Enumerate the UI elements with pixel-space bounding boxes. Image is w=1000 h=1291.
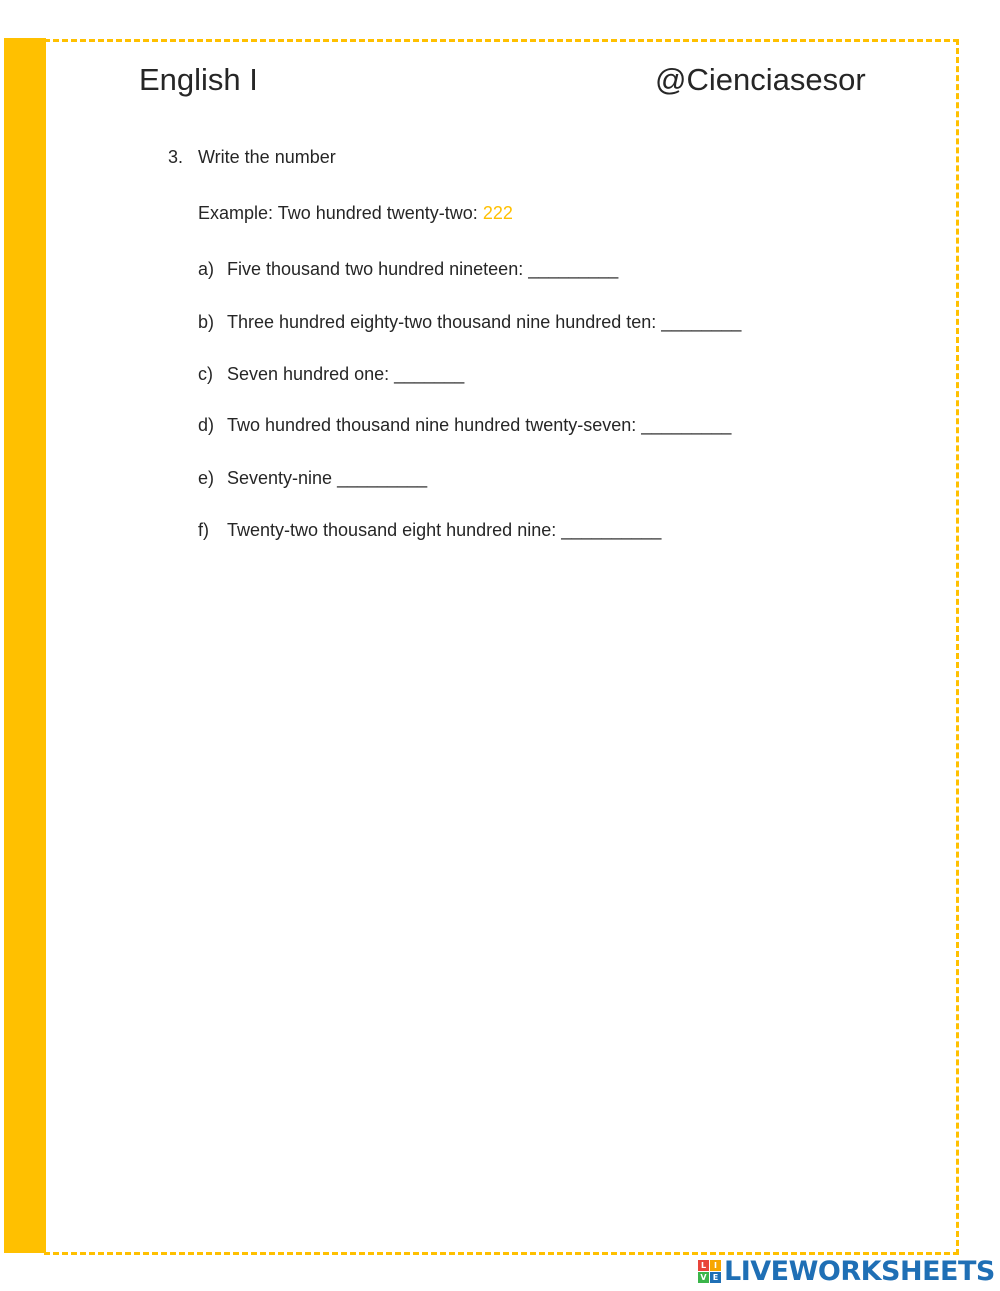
logo-block: L [698, 1260, 709, 1271]
item-text: Seven hundred one: _______ [227, 364, 465, 384]
item-text: Three hundred eighty-two thousand nine hundred ten: ________ [227, 312, 742, 332]
item-letter: c) [198, 364, 213, 384]
item-letter: a) [198, 259, 215, 279]
item-letter: d) [198, 415, 215, 435]
logo-block: V [698, 1272, 709, 1283]
page-title: English I [139, 62, 258, 97]
item-letter: f) [198, 520, 209, 540]
item-letter: b) [198, 312, 215, 332]
logo-text: LIVEWORKSHEETS [724, 1255, 995, 1287]
liveworksheets-logo[interactable] [698, 1256, 995, 1286]
example-line [198, 203, 513, 224]
author-handle: @Cienciasesor [655, 62, 866, 97]
logo-blocks-icon [698, 1260, 721, 1283]
logo-block: I [710, 1260, 721, 1271]
example-label: Example: Two hundred twenty-two: [198, 203, 483, 223]
item-text: Two hundred thousand nine hundred twenty-seven: _________ [227, 415, 732, 435]
item-letter: e) [198, 468, 215, 488]
item-text: Five thousand two hundred nineteen: _________ [227, 259, 619, 279]
item-text: Seventy-nine _________ [227, 468, 428, 488]
item-text: Twenty-two thousand eight hundred nine: __________ [227, 520, 662, 540]
question-number: 3. [168, 147, 184, 167]
yellow-sidebar [4, 38, 46, 1253]
question-title: Write the number [198, 147, 336, 167]
logo-block: E [710, 1272, 721, 1283]
example-answer: 222 [482, 203, 513, 223]
